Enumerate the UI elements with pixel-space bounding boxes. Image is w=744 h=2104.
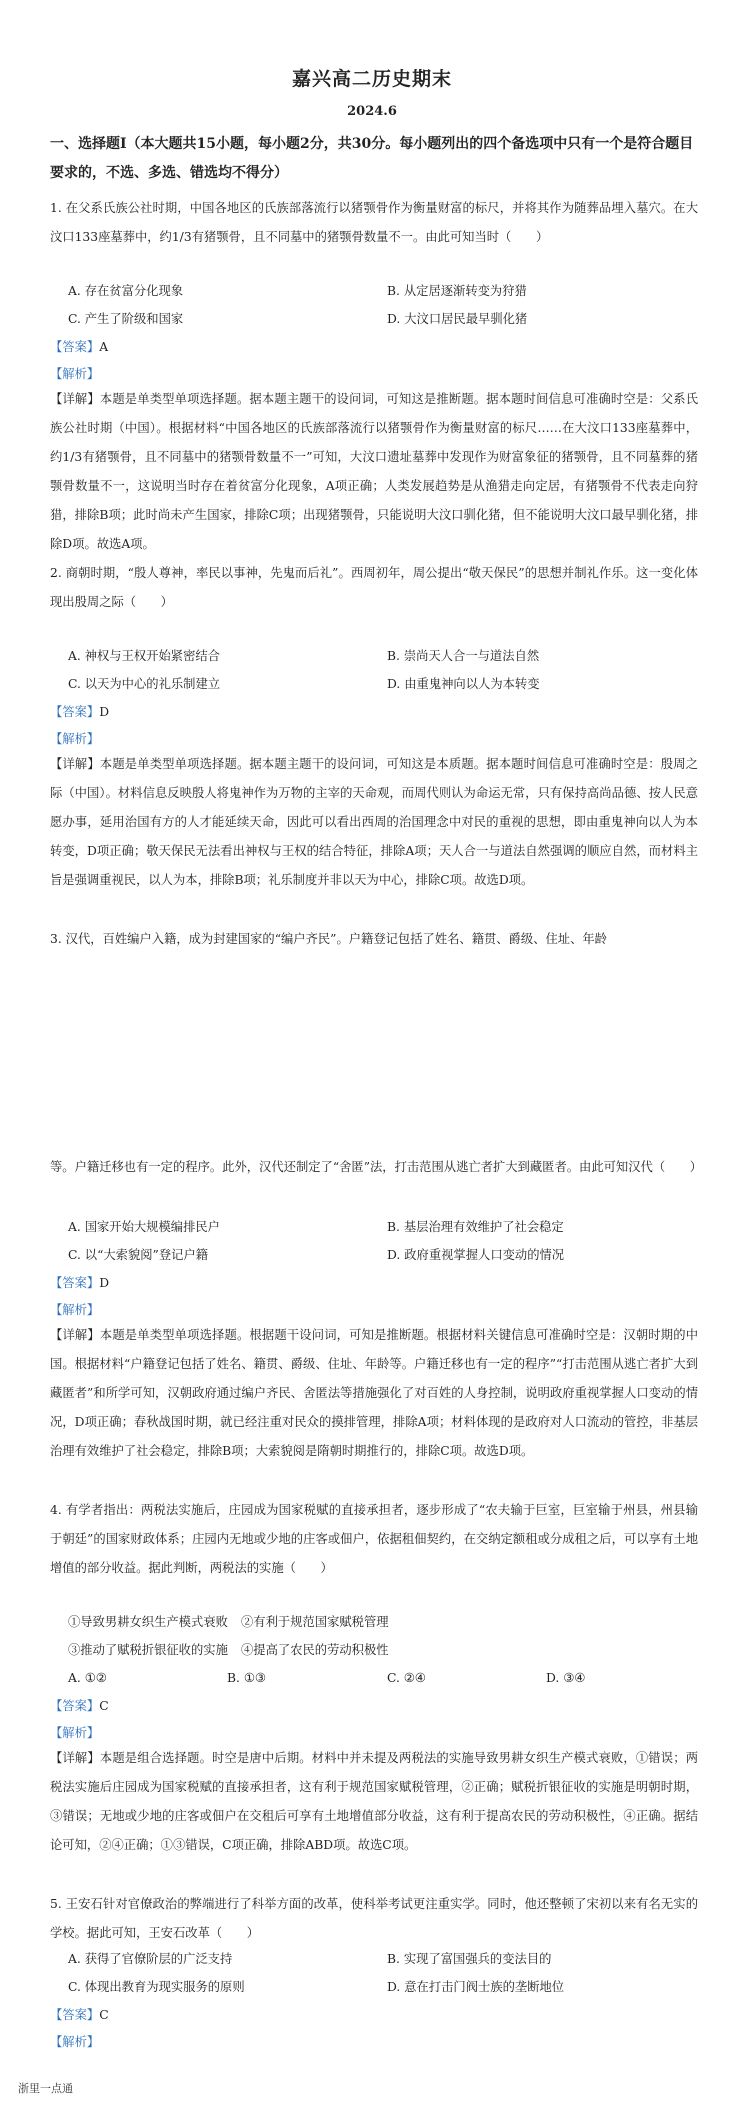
statement-3: ③推动了赋税折银征收的实施 — [68, 1643, 228, 1657]
option-d: D. 大汶口居民最早驯化猪 — [387, 312, 528, 326]
question-3-stem-part2: 等。户籍迁移也有一定的程序。此外，汉代还制定了“舍匿”法，打击范围从逃亡者扩大到藏匿者。由此可知汉代（ ） — [50, 1160, 703, 1174]
option-d: D. ③④ — [546, 1671, 586, 1685]
option-c: C. ②④ — [387, 1671, 426, 1685]
option-a: A. 神权与王权开始紧密结合 — [68, 649, 220, 663]
option-c: C. 体现出教育为现实服务的原则 — [68, 1980, 245, 1994]
answer-value: A — [99, 340, 109, 354]
question-4-detail: 【详解】本题是组合选择题。时空是唐中后期。材料中并未提及两税法的实施导致男耕女织生产模式衰败，①错误；两税法实施后庄园成为国家税赋的直接承担者，这有利于规范国家赋税管理，②正确；赋税折银征收的实施是明朝时期，③错误；无地或少地的庄客或佃户在交租后可享有土地增值部分收益，这有利于提高农民的劳动积极性，④正确。据结论可知，②④正确；①③错误，C项正确，排除ABD项。故选C项。 — [50, 1751, 698, 1852]
option-a: A. 国家开始大规模编排民户 — [68, 1220, 220, 1234]
option-b: B. 基层治理有效维护了社会稳定 — [387, 1220, 564, 1234]
option-c: C. 产生了阶级和国家 — [68, 312, 184, 326]
answer-value: C — [99, 1699, 109, 1713]
section-heading: 一、选择题Ⅰ（本大题共15小题，每小题2分，共30分。每小题列出的四个备选项中只有一个是符合题目要求的，不选、多选、错选均不得分） — [50, 136, 694, 181]
exam-date: 2024.6 — [347, 104, 397, 119]
analysis-tag: 【解析】 — [50, 367, 100, 381]
option-d: D. 由重鬼神向以人为本转变 — [387, 677, 540, 691]
question-3-detail: 【详解】本题是单类型单项选择题。根据题干设问词，可知是推断题。根据材料关键信息可准确时空是：汉朝时期的中国。根据材料“户籍登记包括了姓名、籍贯、爵级、住址、年龄等。户籍迁移也有一定的程序”“打击范围从逃亡者扩大到藏匿者”和所学可知，汉朝政府通过编户齐民、舍匿法等措施强化了对百姓的人身控制，说明政府重视掌握人口变动的情况，D项正确；春秋战国时期，就已经注重对民众的摸排管理，排除A项；材料体现的是政府对人口流动的管控，非基层治理有效维护了社会稳定，排除B项；大索貌阅是隋朝时期推行的，排除C项。故选D项。 — [50, 1328, 698, 1458]
option-d: D. 意在打击门阀士族的垄断地位 — [387, 1980, 565, 1994]
analysis-tag: 【解析】 — [50, 1303, 100, 1317]
option-a: A. 获得了官僚阶层的广泛支持 — [68, 1952, 233, 1966]
answer-tag: 【答案】A — [50, 340, 109, 354]
option-a: A. 存在贫富分化现象 — [68, 284, 184, 298]
option-b: B. ①③ — [227, 1671, 266, 1685]
question-5-stem: 5. 王安石针对官僚政治的弊端进行了科举方面的改革，使科举考试更注重实学。同时，他还整顿了宋初以来有名无实的学校。据此可知，王安石改革（ ） — [50, 1897, 698, 1940]
answer-tag: 【答案】C — [50, 1699, 109, 1713]
analysis-tag: 【解析】 — [50, 2035, 100, 2049]
question-1-stem: 1. 在父系氏族公社时期，中国各地区的氏族部落流行以猪颚骨作为衡量财富的标尺，并将其作为随葬品埋入墓穴。在大汶口133座墓葬中，约1/3有猪颚骨，且不同墓中的猪颚骨数量不一。由此可知当时（ ） — [50, 201, 698, 244]
option-a: A. ①② — [68, 1671, 107, 1685]
option-c: C. 以天为中心的礼乐制建立 — [68, 677, 221, 691]
statement-1: ①导致男耕女织生产模式衰败 — [68, 1615, 228, 1629]
analysis-tag: 【解析】 — [50, 732, 100, 746]
question-2-detail: 【详解】本题是单类型单项选择题。据本题主题干的设问词，可知这是本质题。据本题时间信息可准确时空是：殷周之际（中国）。材料信息反映殷人将鬼神作为万物的主宰的天命观，而周代则认为命运无常，只有保持高尚品德、按人民意愿办事，延用治国有方的人才能延续天命，因此可以看出西周的治国理念中对民的重视的思想，即由重鬼神向以人为本转变，D项正确；敬天保民无法看出神权与王权的结合特征，排除A项；天人合一与道法自然强调的顺应自然，而材料主旨是强调重视民，以人为本，排除B项；礼乐制度并非以天为中心，排除C项。故选D项。 — [50, 757, 698, 887]
question-2-stem: 2. 商朝时期，“殷人尊神，率民以事神，先鬼而后礼”。西周初年，周公提出“敬天保民”的思想并制礼作乐。这一变化体现出殷周之际（ ） — [50, 566, 698, 609]
question-3-stem-part1: 3. 汉代，百姓编户入籍，成为封建国家的“编户齐民”。户籍登记包括了姓名、籍贯、爵级、住址、年龄 — [50, 932, 607, 946]
statement-4: ④提高了农民的劳动积极性 — [241, 1643, 389, 1657]
question-1-detail: 【详解】本题是单类型单项选择题。据本题主题干的设问词，可知这是推断题。据本题时间信息可准确时空是：父系氏族公社时期（中国）。根据材料“中国各地区的氏族部落流行以猪颚骨作为衡量财富的标尺……在大汶口133座墓葬中，约1/3有猪颚骨，且不同墓中的猪颚骨数量不一”可知，大汶口遗址墓葬中发现作为财富象征的猪颚骨，且不同墓葬的猪颚骨数量不一，这说明当时存在着贫富分化现象，A项正确；人类发展趋势是从渔猎走向定居，有猪颚骨不代表走向狩猎，排除B项；此时尚未产生国家，排除C项；出现猪颚骨，只能说明大汶口驯化猪，但不能说明大汶口最早驯化猪，排除D项。故选A项。 — [50, 392, 698, 551]
option-b: B. 实现了富国强兵的变法目的 — [387, 1952, 552, 1966]
answer-tag: 【答案】D — [50, 1276, 110, 1290]
answer-value: C — [99, 2008, 109, 2022]
answer-value: D — [99, 705, 110, 719]
answer-tag: 【答案】C — [50, 2008, 109, 2022]
footer-watermark: 浙里一点通 — [18, 2082, 73, 2095]
analysis-tag: 【解析】 — [50, 1726, 100, 1740]
question-4-stem: 4. 有学者指出：两税法实施后，庄园成为国家税赋的直接承担者，逐步形成了“农夫输于巨室，巨室输于州县，州县输于朝廷”的国家财政体系；庄园内无地或少地的庄客或佃户，依据租佃契约，在交纳定额租或分成租之后，可以享有土地增值的部分收益。据此判断，两税法的实施（ ） — [50, 1503, 698, 1575]
option-c: C. 以“大索貌阅”登记户籍 — [68, 1248, 209, 1262]
option-b: B. 从定居逐渐转变为狩猎 — [387, 284, 527, 298]
option-d: D. 政府重视掌握人口变动的情况 — [387, 1248, 565, 1262]
answer-tag: 【答案】D — [50, 705, 110, 719]
statement-2: ②有利于规范国家赋税管理 — [241, 1615, 389, 1629]
page-title: 嘉兴高二历史期末 — [291, 68, 452, 90]
answer-value: D — [99, 1276, 110, 1290]
option-b: B. 崇尚天人合一与道法自然 — [387, 649, 540, 663]
